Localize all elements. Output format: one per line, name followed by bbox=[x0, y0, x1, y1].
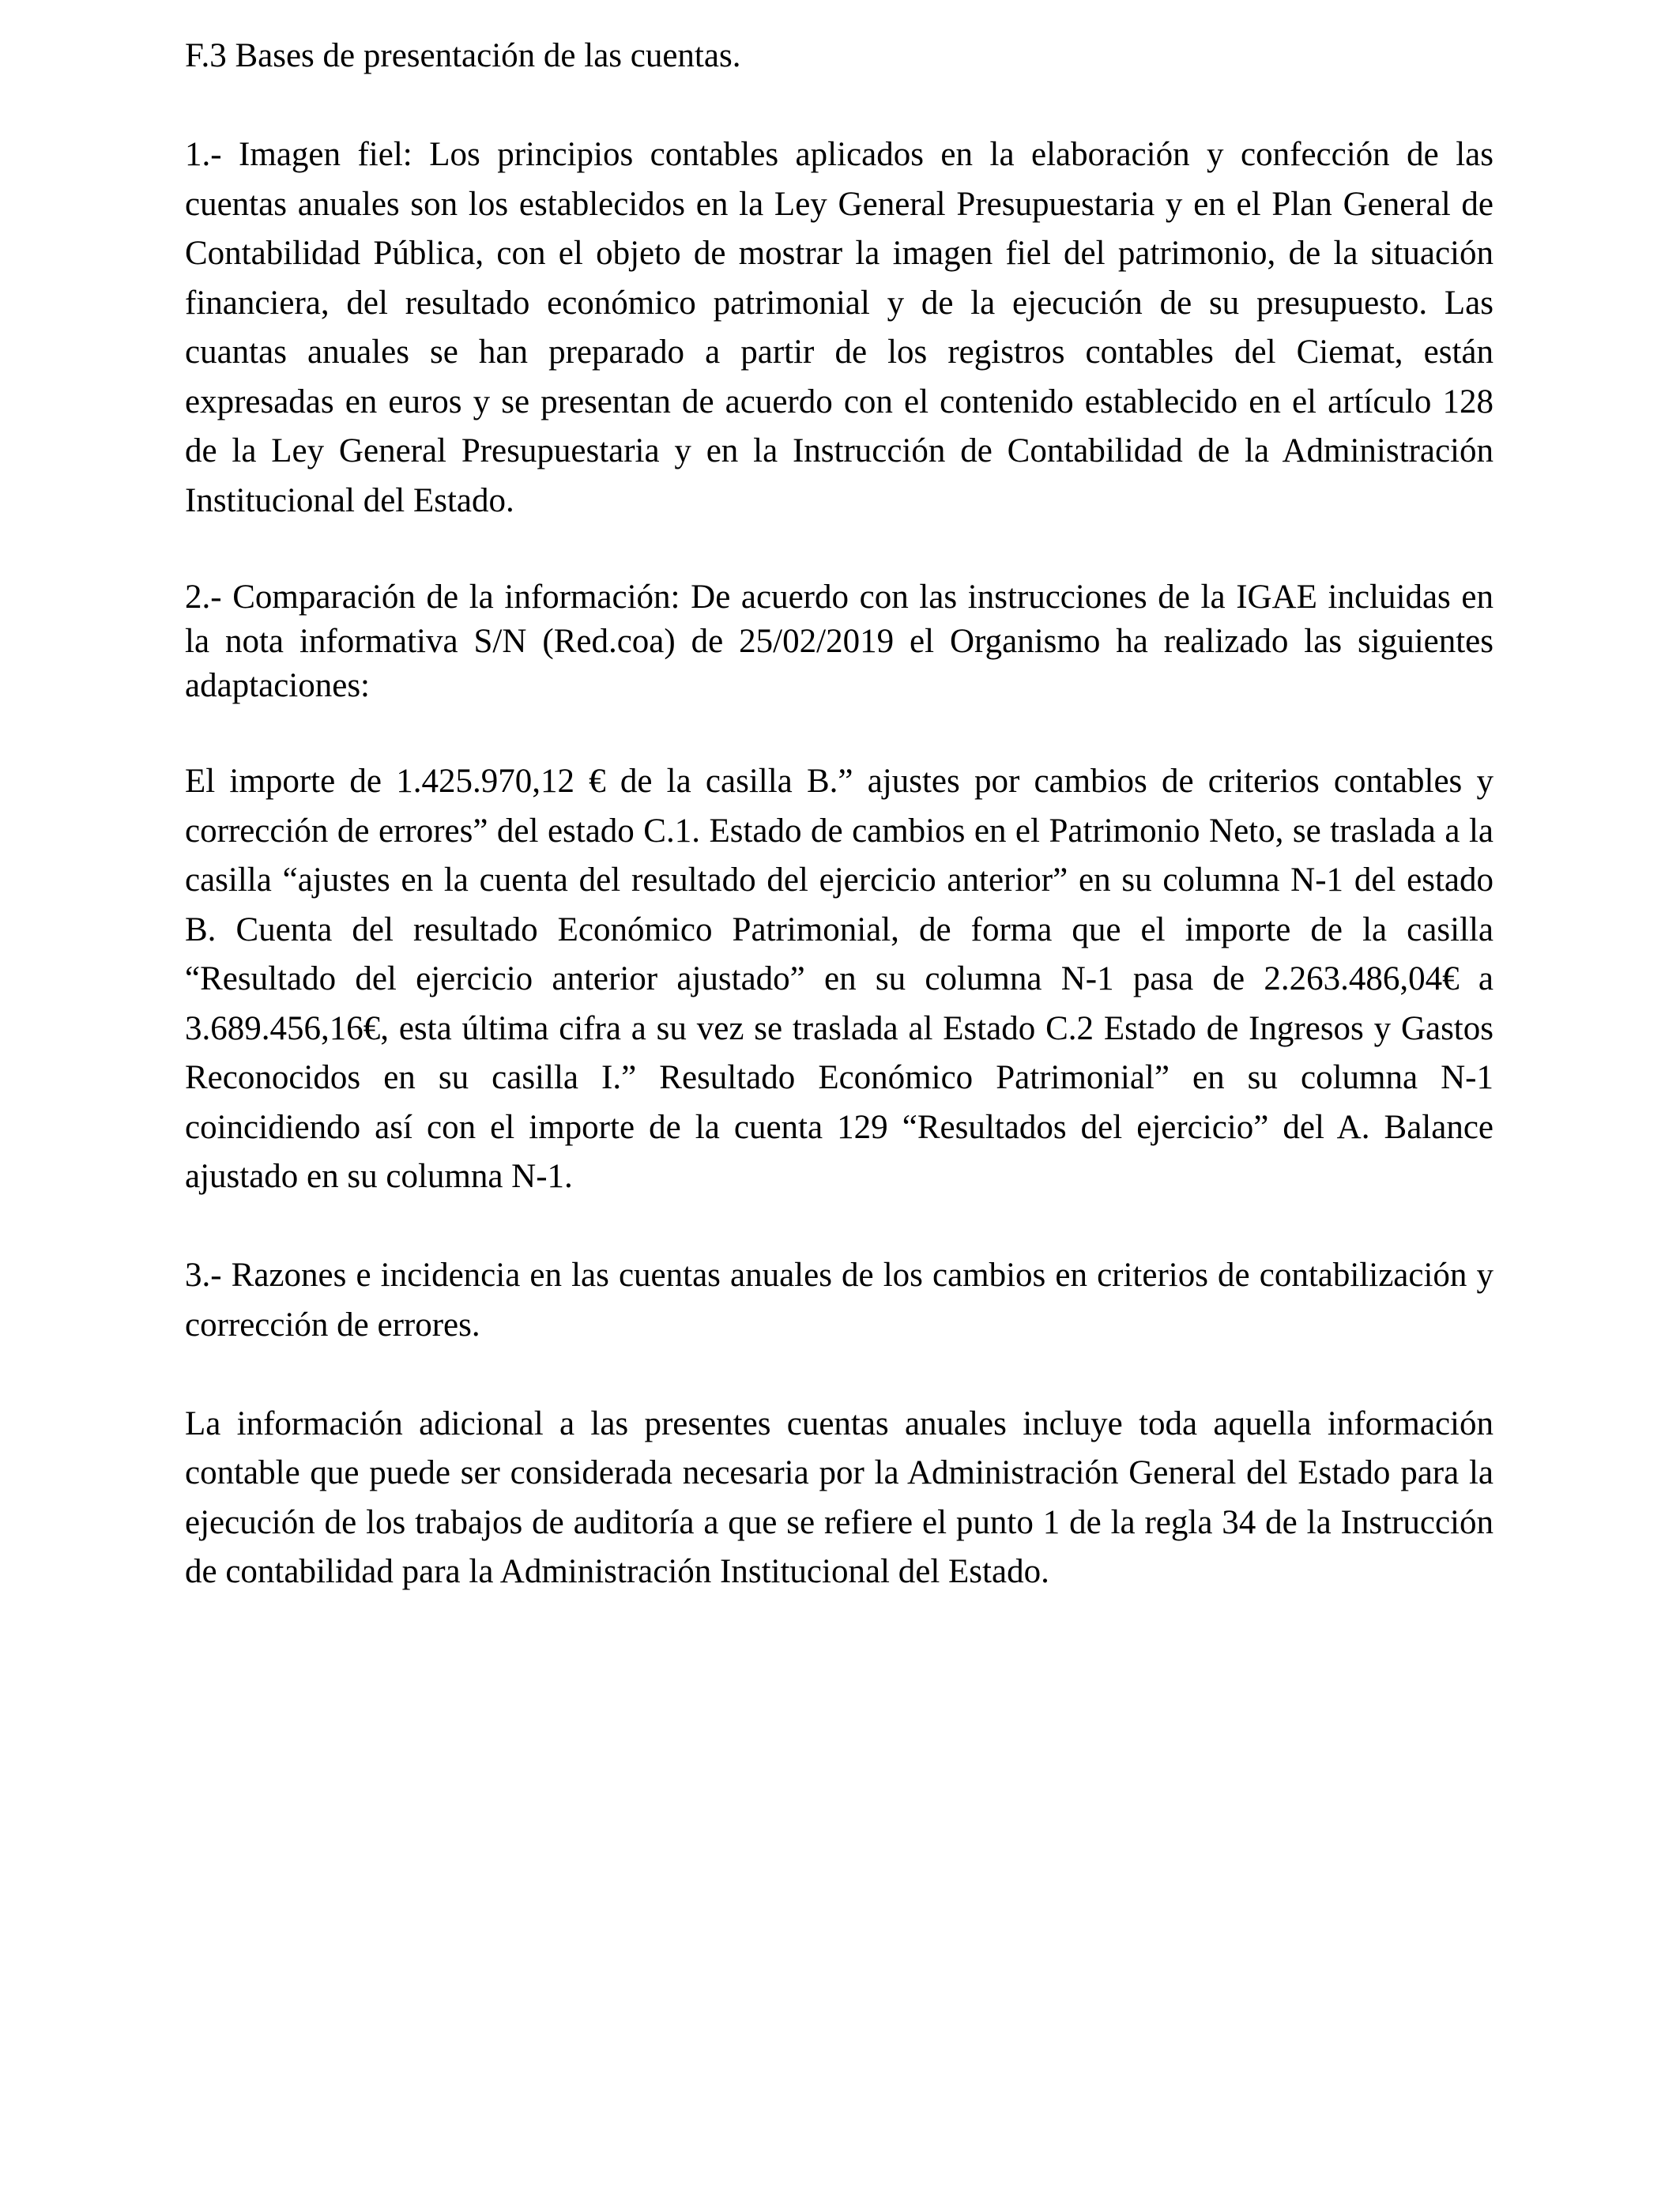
paragraph-informacion-adicional: La información adicional a las presentes cuentas anuales incluye toda aquella información contable que puede ser considerada necesaria por la Administración General del Estado para la ejecución de los trabajos de auditoría a que se refiere el punto 1 de la regla 34 de la Instrucción de contabilidad para la Administración Institucional del Estado. bbox=[185, 1404, 1494, 1590]
paragraph-spacer bbox=[185, 1350, 1494, 1400]
paragraph-comparacion: 2.- Comparación de la información: De acuerdo con las instrucciones de la IGAE incluidas en la nota informativa S/N (Red.coa) de 25/02/2019 el Organismo ha realizado las siguientes adaptaciones: bbox=[185, 578, 1494, 704]
document-body bbox=[185, 32, 1494, 1597]
paragraph-imagen-fiel: 1.- Imagen fiel: Los principios contables aplicados en la elaboración y confección de las cuentas anuales son los establecidos en la Ley General Presupuestaria y en el Plan General de Contabilidad Pública, con el objeto de mostrar la imagen fiel del patrimonio, de la situación financiera, del resultado económico patrimonial y de la ejecución de su presupuesto. Las cuantas anuales se han preparado a partir de los registros contables del Ciemat, están expresadas en euros y se presentan de acuerdo con el contenido establecido en el artículo 128 de la Ley General Presupuestaria y en la Instrucción de Contabilidad de la Administración Institucional del Estado. bbox=[185, 136, 1494, 519]
paragraph-razones: 3.- Razones e incidencia en las cuentas anuales de los cambios en criterios de contabilización y corrección de errores. bbox=[185, 1257, 1494, 1344]
paragraph-spacer bbox=[185, 526, 1494, 575]
paragraph-spacer bbox=[185, 81, 1494, 131]
paragraph-spacer bbox=[185, 1202, 1494, 1252]
paragraph-importe: El importe de 1.425.970,12 € de la casilla B.” ajustes por cambios de criterios contables y corrección de errores” del estado C.1. Estado de cambios en el Patrimonio Neto, se traslada a la casilla “ajustes en la cuenta del resultado del ejercicio anterior” en su columna N-1 del estado B. Cuenta del resultado Económico Patrimonial, de forma que el importe de la casilla “Resultado del ejercicio anterior ajustado” en su columna N-1 pasa de 2.263.486,04€ a 3.689.456,16€, esta última cifra a su vez se traslada al Estado C.2 Estado de Ingresos y Gastos Reconocidos en su casilla I.” Resultado Económico Patrimonial” en su columna N-1 coincidiendo así con el importe de la cuenta 129 “Resultados del ejercicio” del A. Balance ajustado en su columna N-1. bbox=[185, 763, 1494, 1195]
section-heading: F.3 Bases de presentación de las cuentas. bbox=[185, 37, 741, 74]
paragraph-spacer bbox=[185, 708, 1494, 758]
